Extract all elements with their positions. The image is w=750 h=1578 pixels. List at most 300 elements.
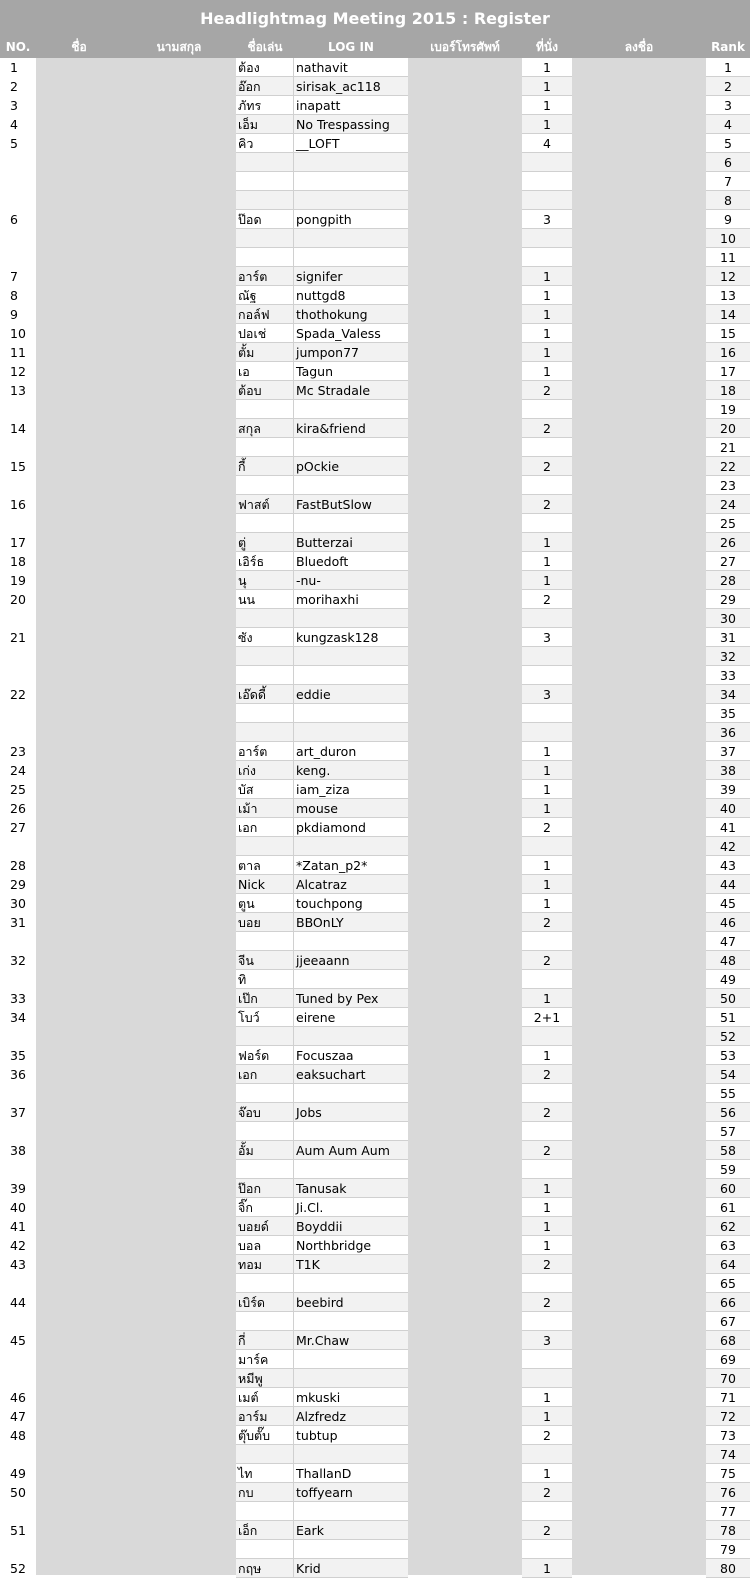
cell-seats: 2+1 bbox=[522, 1008, 572, 1027]
cell-nickname: มาร์ค bbox=[236, 1350, 294, 1369]
cell-no: 4 bbox=[10, 117, 18, 132]
cell-no: 18 bbox=[10, 554, 26, 569]
cell-rank: 12 bbox=[706, 267, 750, 286]
table-row bbox=[0, 894, 750, 913]
cell-seats bbox=[522, 229, 572, 248]
cell-no: 51 bbox=[10, 1523, 26, 1538]
cell-no: 52 bbox=[10, 1561, 26, 1576]
cell-rank: 42 bbox=[706, 837, 750, 856]
cell-rank: 29 bbox=[706, 590, 750, 609]
cell-rank: 13 bbox=[706, 286, 750, 305]
table-row bbox=[0, 723, 750, 742]
table-row bbox=[0, 58, 750, 77]
cell-no: 10 bbox=[10, 326, 26, 341]
table-row bbox=[0, 685, 750, 704]
cell-seats: 1 bbox=[522, 761, 572, 780]
cell-no: 49 bbox=[10, 1466, 26, 1481]
cell-login bbox=[294, 153, 408, 172]
cell-no bbox=[0, 400, 36, 419]
cell-seats: 2 bbox=[522, 419, 572, 438]
table-row bbox=[0, 1008, 750, 1027]
cell-nickname: ต้อบ bbox=[236, 381, 294, 400]
table-row bbox=[0, 1483, 750, 1502]
cell-rank: 2 bbox=[706, 77, 750, 96]
cell-login: touchpong bbox=[294, 894, 408, 913]
cell-rank: 20 bbox=[706, 419, 750, 438]
cell-no: 47 bbox=[10, 1409, 26, 1424]
cell-rank: 75 bbox=[706, 1464, 750, 1483]
cell-rank: 73 bbox=[706, 1426, 750, 1445]
table-row bbox=[0, 1274, 750, 1293]
table-row bbox=[0, 1521, 750, 1540]
cell-no: 12 bbox=[10, 364, 26, 379]
cell-seats: 1 bbox=[522, 875, 572, 894]
cell-no bbox=[0, 1350, 36, 1369]
cell-nickname: โบว์ bbox=[236, 1008, 294, 1027]
cell-rank: 9 bbox=[706, 210, 750, 229]
cell-no bbox=[0, 1540, 36, 1559]
cell-no: 16 bbox=[10, 497, 26, 512]
cell-nickname: ปอเช่ bbox=[236, 324, 294, 343]
table-row bbox=[0, 324, 750, 343]
cell-rank: 18 bbox=[706, 381, 750, 400]
cell-nickname: ภัทร bbox=[236, 96, 294, 115]
cell-rank: 76 bbox=[706, 1483, 750, 1502]
cell-seats bbox=[522, 932, 572, 951]
cell-seats bbox=[522, 1350, 572, 1369]
cell-nickname bbox=[236, 1160, 294, 1179]
cell-rank: 30 bbox=[706, 609, 750, 628]
cell-seats bbox=[522, 476, 572, 495]
cell-seats: 1 bbox=[522, 305, 572, 324]
cell-seats bbox=[522, 248, 572, 267]
cell-rank: 78 bbox=[706, 1521, 750, 1540]
table-row bbox=[0, 1198, 750, 1217]
cell-login: nuttgd8 bbox=[294, 286, 408, 305]
cell-seats bbox=[522, 1160, 572, 1179]
cell-seats bbox=[522, 514, 572, 533]
table-row bbox=[0, 514, 750, 533]
table-row bbox=[0, 419, 750, 438]
table-row bbox=[0, 1331, 750, 1350]
cell-login bbox=[294, 1274, 408, 1293]
cell-login: Tanusak bbox=[294, 1179, 408, 1198]
cell-nickname: บอยด์ bbox=[236, 1217, 294, 1236]
cell-seats bbox=[522, 970, 572, 989]
cell-rank: 56 bbox=[706, 1103, 750, 1122]
header-no: NO. bbox=[5, 40, 31, 54]
cell-seats: 1 bbox=[522, 1217, 572, 1236]
cell-login bbox=[294, 476, 408, 495]
cell-no bbox=[0, 514, 36, 533]
table-row bbox=[0, 1217, 750, 1236]
cell-login bbox=[294, 837, 408, 856]
cell-no bbox=[0, 704, 36, 723]
cell-rank: 28 bbox=[706, 571, 750, 590]
cell-nickname bbox=[236, 666, 294, 685]
cell-seats bbox=[522, 1027, 572, 1046]
table-row bbox=[0, 628, 750, 647]
cell-seats: 1 bbox=[522, 1179, 572, 1198]
cell-seats bbox=[522, 191, 572, 210]
cell-nickname bbox=[236, 723, 294, 742]
cell-rank: 60 bbox=[706, 1179, 750, 1198]
cell-rank: 1 bbox=[706, 58, 750, 77]
cell-nickname: ตั้ม bbox=[236, 343, 294, 362]
cell-login bbox=[294, 1540, 408, 1559]
cell-no bbox=[0, 438, 36, 457]
cell-no bbox=[0, 970, 36, 989]
cell-seats: 1 bbox=[522, 894, 572, 913]
cell-no bbox=[0, 1312, 36, 1331]
cell-login: pOckie bbox=[294, 457, 408, 476]
cell-rank: 62 bbox=[706, 1217, 750, 1236]
header-surname: นามสกุล bbox=[156, 40, 202, 54]
cell-nickname: เอก bbox=[236, 1065, 294, 1084]
cell-seats: 2 bbox=[522, 1426, 572, 1445]
cell-login: art_duron bbox=[294, 742, 408, 761]
cell-login: Ji.Cl. bbox=[294, 1198, 408, 1217]
cell-seats: 3 bbox=[522, 628, 572, 647]
table-row bbox=[0, 1027, 750, 1046]
cell-seats: 2 bbox=[522, 1521, 572, 1540]
table-row bbox=[0, 229, 750, 248]
table-row bbox=[0, 1236, 750, 1255]
cell-seats: 1 bbox=[522, 324, 572, 343]
cell-nickname: ต้อง bbox=[236, 58, 294, 77]
cell-no: 3 bbox=[10, 98, 18, 113]
cell-nickname: กอล์ฟ bbox=[236, 305, 294, 324]
table-row bbox=[0, 248, 750, 267]
cell-nickname bbox=[236, 248, 294, 267]
cell-no: 34 bbox=[10, 1010, 26, 1025]
cell-login: pkdiamond bbox=[294, 818, 408, 837]
cell-login: pongpith bbox=[294, 210, 408, 229]
cell-login: inapatt bbox=[294, 96, 408, 115]
cell-nickname bbox=[236, 476, 294, 495]
cell-no bbox=[0, 248, 36, 267]
cell-login bbox=[294, 1445, 408, 1464]
cell-rank: 72 bbox=[706, 1407, 750, 1426]
cell-login: Aum Aum Aum bbox=[294, 1141, 408, 1160]
cell-rank: 16 bbox=[706, 343, 750, 362]
cell-no bbox=[0, 1027, 36, 1046]
cell-login bbox=[294, 704, 408, 723]
table-row bbox=[0, 761, 750, 780]
cell-seats bbox=[522, 723, 572, 742]
cell-no: 15 bbox=[10, 459, 26, 474]
cell-no bbox=[0, 1502, 36, 1521]
table-row bbox=[0, 1122, 750, 1141]
cell-rank: 52 bbox=[706, 1027, 750, 1046]
table-row bbox=[0, 96, 750, 115]
cell-seats bbox=[522, 153, 572, 172]
page-title: Headlightmag Meeting 2015 : Register bbox=[0, 0, 750, 36]
cell-seats: 1 bbox=[522, 1236, 572, 1255]
cell-no: 39 bbox=[10, 1181, 26, 1196]
table-row bbox=[0, 932, 750, 951]
cell-login: Krid bbox=[294, 1559, 408, 1578]
cell-nickname bbox=[236, 438, 294, 457]
table-row bbox=[0, 191, 750, 210]
cell-rank: 26 bbox=[706, 533, 750, 552]
table-row bbox=[0, 1502, 750, 1521]
table-row bbox=[0, 590, 750, 609]
cell-no bbox=[0, 666, 36, 685]
table-row bbox=[0, 1255, 750, 1274]
cell-nickname: หมีพู bbox=[236, 1369, 294, 1388]
table-row bbox=[0, 343, 750, 362]
cell-rank: 37 bbox=[706, 742, 750, 761]
cell-login: Bluedoft bbox=[294, 552, 408, 571]
cell-login bbox=[294, 1160, 408, 1179]
cell-rank: 50 bbox=[706, 989, 750, 1008]
cell-seats: 1 bbox=[522, 362, 572, 381]
cell-login bbox=[294, 647, 408, 666]
cell-login bbox=[294, 438, 408, 457]
cell-no: 11 bbox=[10, 345, 26, 360]
cell-nickname bbox=[236, 1084, 294, 1103]
header-login: LOG IN bbox=[328, 40, 374, 54]
table-row bbox=[0, 153, 750, 172]
cell-nickname: จีน bbox=[236, 951, 294, 970]
cell-nickname: อาร์ม bbox=[236, 1407, 294, 1426]
cell-seats: 1 bbox=[522, 780, 572, 799]
table-row bbox=[0, 571, 750, 590]
cell-login: ThallanD bbox=[294, 1464, 408, 1483]
cell-no: 32 bbox=[10, 953, 26, 968]
cell-rank: 32 bbox=[706, 647, 750, 666]
cell-no bbox=[0, 172, 36, 191]
cell-nickname: กฤษ bbox=[236, 1559, 294, 1578]
cell-nickname: อั้ม bbox=[236, 1141, 294, 1160]
cell-seats: 1 bbox=[522, 533, 572, 552]
cell-nickname bbox=[236, 172, 294, 191]
header-phone: เบอร์โทรศัพท์ bbox=[430, 40, 500, 54]
cell-no bbox=[0, 1445, 36, 1464]
cell-rank: 74 bbox=[706, 1445, 750, 1464]
cell-rank: 54 bbox=[706, 1065, 750, 1084]
cell-nickname bbox=[236, 647, 294, 666]
table-row bbox=[0, 818, 750, 837]
cell-seats bbox=[522, 172, 572, 191]
cell-no: 23 bbox=[10, 744, 26, 759]
cell-nickname: ซัง bbox=[236, 628, 294, 647]
cell-no: 20 bbox=[10, 592, 26, 607]
cell-no: 46 bbox=[10, 1390, 26, 1405]
cell-login: mouse bbox=[294, 799, 408, 818]
cell-seats: 1 bbox=[522, 989, 572, 1008]
table-row bbox=[0, 989, 750, 1008]
cell-login: T1K bbox=[294, 1255, 408, 1274]
cell-login bbox=[294, 723, 408, 742]
cell-no: 35 bbox=[10, 1048, 26, 1063]
table-row bbox=[0, 362, 750, 381]
cell-no bbox=[0, 932, 36, 951]
cell-rank: 19 bbox=[706, 400, 750, 419]
cell-nickname: เก่ง bbox=[236, 761, 294, 780]
table-row bbox=[0, 457, 750, 476]
table-row bbox=[0, 1464, 750, 1483]
cell-seats bbox=[522, 647, 572, 666]
cell-rank: 15 bbox=[706, 324, 750, 343]
cell-login: No Trespassing bbox=[294, 115, 408, 134]
table-row bbox=[0, 77, 750, 96]
cell-no: 44 bbox=[10, 1295, 26, 1310]
cell-no bbox=[0, 476, 36, 495]
cell-seats: 2 bbox=[522, 495, 572, 514]
cell-login: Tagun bbox=[294, 362, 408, 381]
cell-login: eddie bbox=[294, 685, 408, 704]
cell-rank: 68 bbox=[706, 1331, 750, 1350]
cell-nickname: ตู่ bbox=[236, 533, 294, 552]
cell-rank: 38 bbox=[706, 761, 750, 780]
cell-seats: 2 bbox=[522, 381, 572, 400]
cell-login bbox=[294, 970, 408, 989]
cell-seats: 3 bbox=[522, 1331, 572, 1350]
cell-seats bbox=[522, 1445, 572, 1464]
cell-seats bbox=[522, 1540, 572, 1559]
cell-nickname: คิว bbox=[236, 134, 294, 153]
cell-seats: 1 bbox=[522, 96, 572, 115]
cell-nickname: เอ bbox=[236, 362, 294, 381]
cell-no: 28 bbox=[10, 858, 26, 873]
cell-seats: 4 bbox=[522, 134, 572, 153]
cell-login: thothokung bbox=[294, 305, 408, 324]
cell-seats bbox=[522, 438, 572, 457]
cell-login bbox=[294, 932, 408, 951]
cell-seats: 1 bbox=[522, 267, 572, 286]
cell-nickname: เบิร์ด bbox=[236, 1293, 294, 1312]
cell-rank: 8 bbox=[706, 191, 750, 210]
cell-login: Jobs bbox=[294, 1103, 408, 1122]
cell-seats: 1 bbox=[522, 1464, 572, 1483]
cell-rank: 58 bbox=[706, 1141, 750, 1160]
table-row bbox=[0, 1312, 750, 1331]
cell-nickname: เอ็ก bbox=[236, 1521, 294, 1540]
cell-no: 31 bbox=[10, 915, 26, 930]
cell-no: 19 bbox=[10, 573, 26, 588]
cell-nickname: จิ๊ก bbox=[236, 1198, 294, 1217]
cell-nickname: ตุ๊บตั๊บ bbox=[236, 1426, 294, 1445]
cell-seats bbox=[522, 1084, 572, 1103]
table-row bbox=[0, 1426, 750, 1445]
cell-seats bbox=[522, 1122, 572, 1141]
cell-no: 2 bbox=[10, 79, 18, 94]
cell-nickname: อาร์ต bbox=[236, 267, 294, 286]
cell-login: -nu- bbox=[294, 571, 408, 590]
cell-nickname: สกุล bbox=[236, 419, 294, 438]
cell-rank: 66 bbox=[706, 1293, 750, 1312]
cell-nickname: เอก bbox=[236, 818, 294, 837]
cell-login bbox=[294, 1502, 408, 1521]
table-row bbox=[0, 134, 750, 153]
cell-seats: 2 bbox=[522, 1141, 572, 1160]
cell-rank: 44 bbox=[706, 875, 750, 894]
cell-no: 48 bbox=[10, 1428, 26, 1443]
cell-no: 26 bbox=[10, 801, 26, 816]
cell-rank: 48 bbox=[706, 951, 750, 970]
cell-no: 14 bbox=[10, 421, 26, 436]
cell-rank: 61 bbox=[706, 1198, 750, 1217]
cell-rank: 40 bbox=[706, 799, 750, 818]
header-signature: ลงชื่อ bbox=[624, 40, 654, 54]
cell-no bbox=[0, 1274, 36, 1293]
cell-seats: 2 bbox=[522, 1483, 572, 1502]
cell-login: Alcatraz bbox=[294, 875, 408, 894]
cell-no: 17 bbox=[10, 535, 26, 550]
cell-rank: 5 bbox=[706, 134, 750, 153]
table-row bbox=[0, 970, 750, 989]
cell-seats: 1 bbox=[522, 1407, 572, 1426]
cell-login: BBOnLY bbox=[294, 913, 408, 932]
cell-no: 50 bbox=[10, 1485, 26, 1500]
cell-rank: 79 bbox=[706, 1540, 750, 1559]
cell-seats: 1 bbox=[522, 742, 572, 761]
cell-login: nathavit bbox=[294, 58, 408, 77]
cell-seats: 2 bbox=[522, 590, 572, 609]
table-row bbox=[0, 913, 750, 932]
cell-rank: 39 bbox=[706, 780, 750, 799]
cell-login: tubtup bbox=[294, 1426, 408, 1445]
cell-login bbox=[294, 609, 408, 628]
cell-no: 24 bbox=[10, 763, 26, 778]
cell-nickname: บอล bbox=[236, 1236, 294, 1255]
cell-nickname: บัส bbox=[236, 780, 294, 799]
header-seats: ที่นั่ง bbox=[536, 40, 558, 54]
table-row bbox=[0, 837, 750, 856]
header-rank: Rank bbox=[711, 40, 745, 54]
cell-nickname bbox=[236, 837, 294, 856]
cell-login: toffyearn bbox=[294, 1483, 408, 1502]
cell-login: Northbridge bbox=[294, 1236, 408, 1255]
cell-nickname bbox=[236, 229, 294, 248]
table-row bbox=[0, 875, 750, 894]
cell-rank: 45 bbox=[706, 894, 750, 913]
cell-nickname bbox=[236, 1274, 294, 1293]
cell-login bbox=[294, 400, 408, 419]
cell-nickname: ทอม bbox=[236, 1255, 294, 1274]
cell-rank: 69 bbox=[706, 1350, 750, 1369]
cell-nickname bbox=[236, 1027, 294, 1046]
cell-rank: 51 bbox=[706, 1008, 750, 1027]
cell-rank: 22 bbox=[706, 457, 750, 476]
cell-nickname bbox=[236, 153, 294, 172]
table-header bbox=[0, 36, 750, 58]
table-row bbox=[0, 1084, 750, 1103]
cell-login bbox=[294, 1027, 408, 1046]
cell-rank: 11 bbox=[706, 248, 750, 267]
cell-no: 36 bbox=[10, 1067, 26, 1082]
cell-seats: 1 bbox=[522, 1046, 572, 1065]
cell-login: eirene bbox=[294, 1008, 408, 1027]
cell-login bbox=[294, 172, 408, 191]
table-row bbox=[0, 381, 750, 400]
cell-no: 21 bbox=[10, 630, 26, 645]
cell-no bbox=[0, 191, 36, 210]
table-row bbox=[0, 1103, 750, 1122]
cell-nickname: เมต์ bbox=[236, 1388, 294, 1407]
cell-nickname: กี่ bbox=[236, 1331, 294, 1350]
cell-rank: 3 bbox=[706, 96, 750, 115]
cell-seats: 1 bbox=[522, 856, 572, 875]
cell-nickname bbox=[236, 1540, 294, 1559]
table-row bbox=[0, 476, 750, 495]
table-row bbox=[0, 533, 750, 552]
cell-nickname: ฟอร์ด bbox=[236, 1046, 294, 1065]
table-row bbox=[0, 438, 750, 457]
cell-login: FastButSlow bbox=[294, 495, 408, 514]
